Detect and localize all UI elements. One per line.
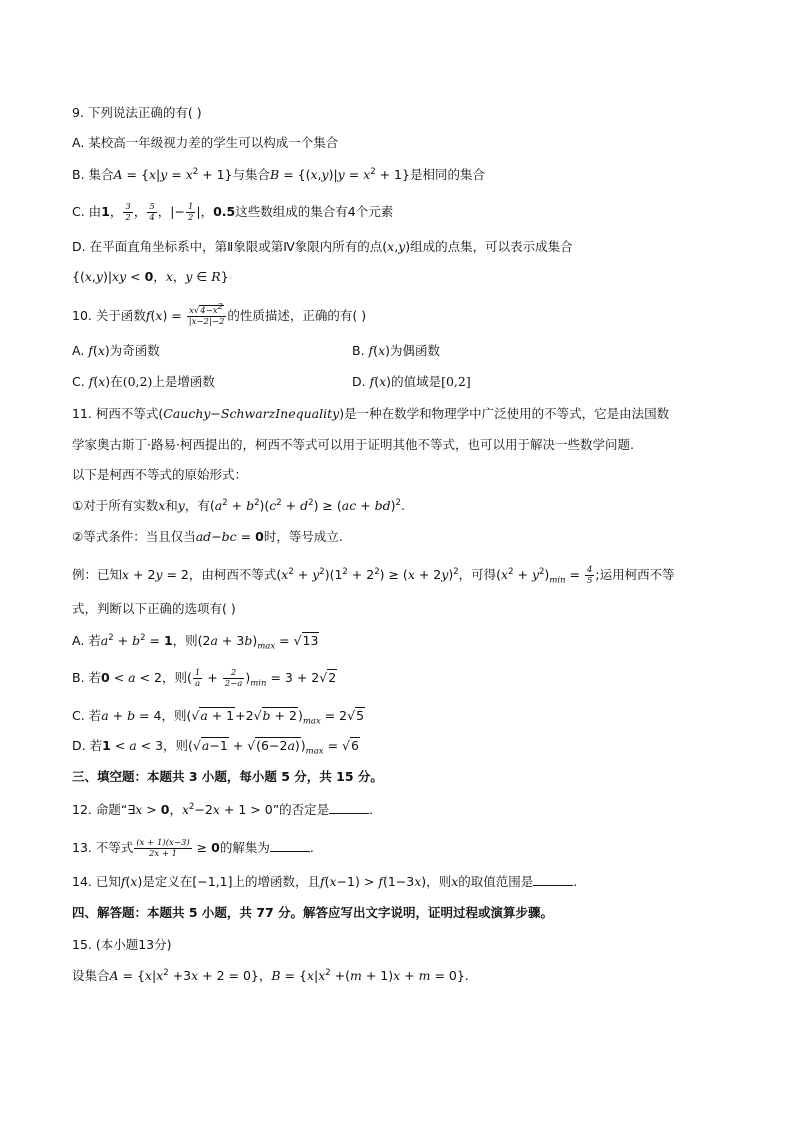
q9-option-d: D. 在平面直角坐标系中，第Ⅱ象限或第Ⅳ象限内所有的点(x,y)组成的点集，可以表示成集合 <box>72 239 573 254</box>
q11-example: 例：已知x + 2y = 2，由柯西不等式$(x^2 + y^2)(1^2 + 2^2) \ge (x + 2y)^2$，可得$(x^2 + y^2)_{min}$ = $\frac{4}{5}$ ;运用柯西不等 <box>72 565 675 586</box>
q11-option-a: A. 若$a^2 + b^2 = 1$，则$(2a + 3b)_{max} = √13$ <box>72 632 319 652</box>
q10-option-a: A. f(x)为奇函数 <box>72 343 160 358</box>
q10-option-d: D. f(x)的值域是[0,2] <box>352 374 471 389</box>
q11-intro-2: 学家奥古斯丁·路易·柯西提出的，柯西不等式可以用于证明其他不等式，也可以用于解决一些数学问题. <box>72 437 634 452</box>
q14: 14. 已知f(x)是定义在[−1,1]上的增函数，且f(x−1) > f(1−3x)，则x的取值范围是 . <box>72 874 578 889</box>
q9-option-a: A. 某校高一年级视力差的学生可以构成一个集合 <box>72 135 339 150</box>
q11-option-d: D. 若1 < a < 3，则$(√a-1 + √(6-2a))_{max} = √6$ <box>72 738 359 757</box>
q15-stem: 设集合$A = \{x|x^2 +3x + 2 = 0\}$，$B = \{x|x^2 +(m + 1)x + m = 0\}$. <box>72 967 469 983</box>
section-solve-heading: 四、解答题：本题共 5 小题，共 77 分。解答应写出文字说明，证明过程或演算步骤。 <box>72 905 554 920</box>
q11-property-2: ②等式条件：当且仅当ad−bc = 0时，等号成立. <box>72 529 343 544</box>
q9-stem: 9. 下列说法正确的有( ) <box>72 105 202 120</box>
q11-option-c: C. 若a + b = 4，则$(√a + 1+2√b + 2)_{max} = 2√5$ <box>72 708 365 727</box>
answer-blank[interactable] <box>533 873 573 886</box>
q9-option-c: C. 由1， $\frac{3}{2}$ ， $\frac{5}{4}$ ，|− $\frac{1}{2}$ |，0.5这些数组成的集合有4个元素 <box>72 202 394 223</box>
q10-option-c: C. f(x)在(0,2)上是增函数 <box>72 374 215 389</box>
q10-option-b: B. f(x)为偶函数 <box>352 343 441 358</box>
q10-stem: 10. 关于函数f(x) = $\frac{x√4-x^2}{|x-2|-2}$ 的性质描述，正确的有( ) <box>72 302 367 327</box>
q9-option-d-set: {(x,y)|xy < 0，x，y ∈ R} <box>72 269 229 284</box>
section-fill-in-heading: 三、填空题：本题共 3 小题，每小题 5 分，共 15 分。 <box>72 769 383 784</box>
q13: 13. 不等式 $\frac{(x + 1)(x-3)}{2x + 1}$ ≥ 0的解集为 . <box>72 838 314 859</box>
q9-option-b: B. 集合$A = \{x|y = x^2 + 1\}$与集合$B = \{(x,y)|y = x^2 + 1\}$是相同的集合 <box>72 166 485 182</box>
answer-blank[interactable] <box>329 801 369 814</box>
q11-example-line2: 式，判断以下正确的选项有( ) <box>72 601 236 616</box>
q12: 12. 命题“∃x > 0，$x^2-2x + 1 > 0$”的否定是 . <box>72 801 374 817</box>
q15-header: 15. (本小题13分) <box>72 937 172 952</box>
q11-property-1: ①对于所有实数x和y，有$(a^2 + b^2)(c^2 + d^2) \ge (ac + bd)^2$. <box>72 497 405 513</box>
q11-intro-3: 以下是柯西不等式的原始形式： <box>72 467 248 482</box>
q11-option-b: B. 若0 < a < 2，则( $\frac{1}{a}$ + $\frac{2}{2-a}$ )$_{min} = 3 + 2√2$ <box>72 668 337 689</box>
answer-blank[interactable] <box>270 839 310 852</box>
q11-intro-1: 11. 柯西不等式(Cauchy−SchwarzInequality)是一种在数学和物理学中广泛使用的不等式，它是由法国数 <box>72 406 670 421</box>
